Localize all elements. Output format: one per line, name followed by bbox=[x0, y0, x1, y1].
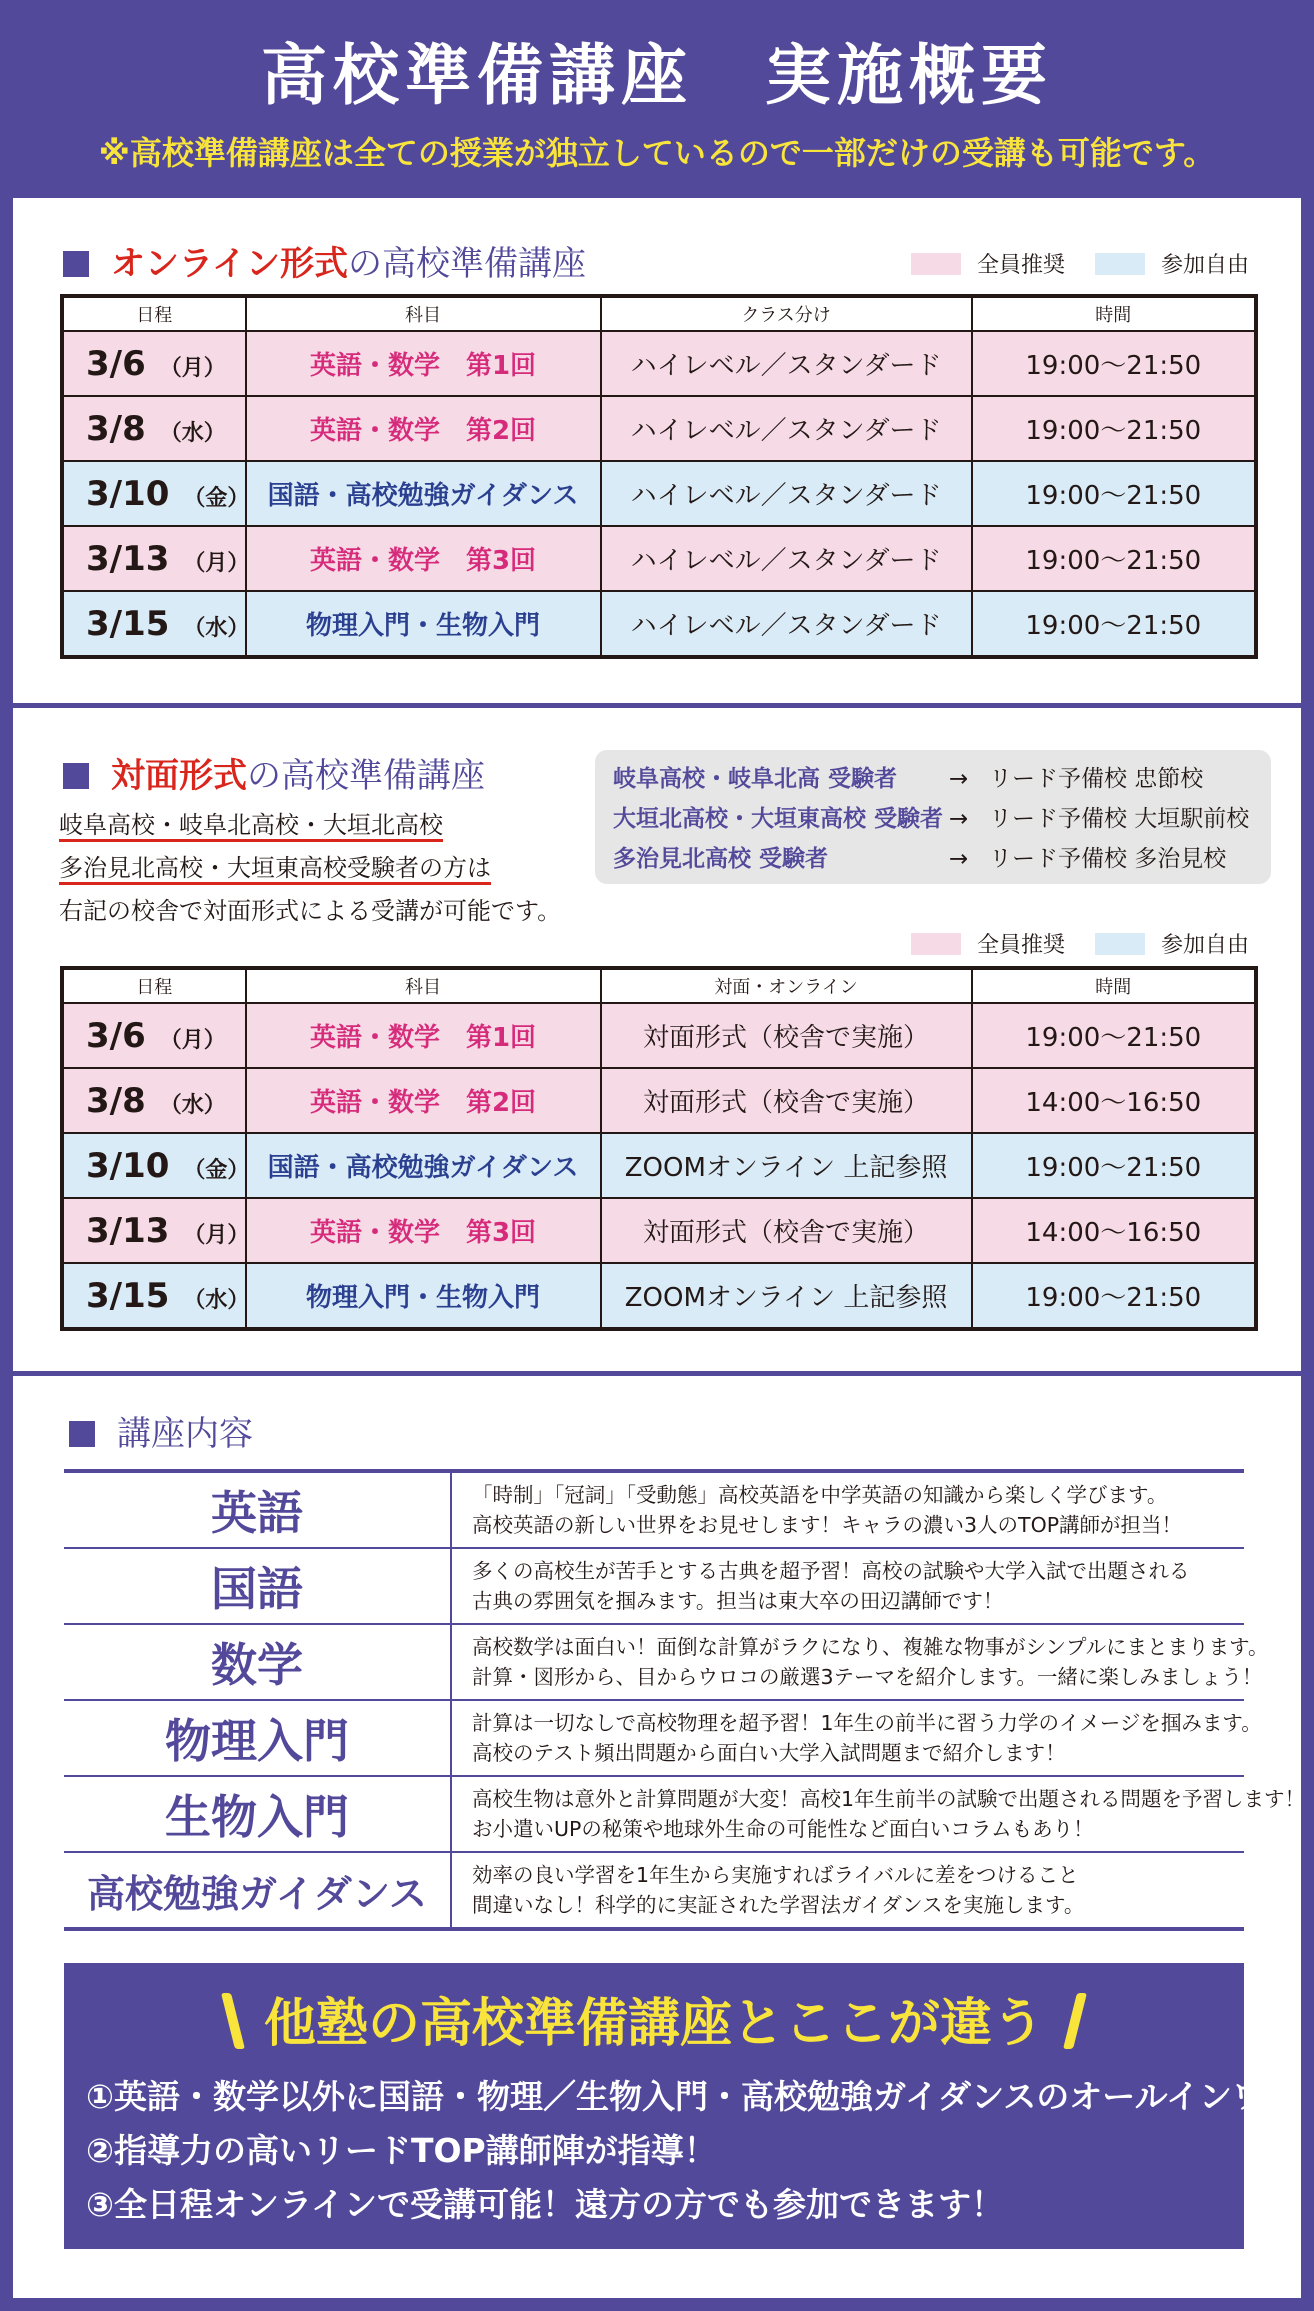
table-row: 3/13 （月） 英語・数学 第3回 対面形式（校舎で実施） 14:00〜16:50 bbox=[62, 1198, 1256, 1263]
face-section bbox=[13, 708, 1301, 1371]
face-section-title: 対面形式の高校準備講座 bbox=[63, 748, 485, 797]
table-row: 英語 「時制」「冠詞」「受動態」高校英語を中学英語の知識から楽しく学びます。 高校英語の新しい世界をお見せします！キャラの濃い3人のTOP講師が担当！ bbox=[64, 1471, 1244, 1548]
face-eligibility-text: 岐阜高校・岐阜北高校・大垣北高校 多治見北高校・大垣東高校受験者の方は 右記の校舎で対面形式による受講が可能です。 bbox=[59, 811, 562, 925]
difference-title: 他塾の高校準備講座とここが違う bbox=[64, 1981, 1244, 2056]
header-band bbox=[0, 0, 1314, 196]
online-legend: 全員推奨 参加自由 bbox=[911, 248, 1249, 279]
legend-blue-swatch bbox=[1095, 933, 1145, 955]
slash-decoration-icon bbox=[221, 1993, 245, 2049]
face-legend: 全員推奨 参加自由 bbox=[911, 928, 1249, 959]
table-row: 数学 高校数学は面白い！面倒な計算がラクになり、複雑な物事がシンプルにまとまります。 計算・図形から、目からウロコの厳選3テーマを紹介します。一緒に楽しみましょう！ bbox=[64, 1624, 1244, 1700]
table-row: 3/8 （水） 英語・数学 第2回 対面形式（校舎で実施） 14:00〜16:50 bbox=[62, 1068, 1256, 1133]
online-section-title: オンライン形式の高校準備講座 bbox=[63, 236, 586, 285]
difference-item: ①英語・数学以外に国語・物理／生物入門・高校勉強ガイダンスのオールインワン bbox=[86, 2077, 1298, 2116]
venue-box bbox=[595, 750, 1271, 884]
table-row: 国語 多くの高校生が苦手とする古典を超予習！高校の試験や大学入試で出題される 古典の雰囲気を掴みます。担当は東大卒の田辺講師です！ bbox=[64, 1548, 1244, 1624]
content-section-title: 講座内容 bbox=[69, 1406, 253, 1455]
legend-blue-swatch bbox=[1095, 253, 1145, 275]
table-header-row: 日程 科目 クラス分け 時間 bbox=[62, 296, 1256, 331]
legend-pink-swatch bbox=[911, 253, 961, 275]
face-schedule-table bbox=[60, 966, 1258, 1331]
table-row: 3/10 （金） 国語・高校勉強ガイダンス ZOOMオンライン 上記参照 19:00〜21:50 bbox=[62, 1133, 1256, 1198]
table-row: 物理入門 計算は一切なしで高校物理を超予習！1年生の前半に習う力学のイメージを掴みます。 高校のテスト頻出問題から面白い大学入試問題まで紹介します！ bbox=[64, 1700, 1244, 1776]
arrow-right-icon: → bbox=[949, 806, 969, 832]
arrow-right-icon: → bbox=[949, 846, 969, 872]
difference-box bbox=[64, 1963, 1298, 2249]
table-row: 3/15 （水） 物理入門・生物入門 ハイレベル／スタンダード 19:00〜21:50 bbox=[62, 591, 1256, 657]
content-section bbox=[13, 1376, 1306, 2298]
table-row: 3/13 （月） 英語・数学 第3回 ハイレベル／スタンダード 19:00〜21:50 bbox=[62, 526, 1256, 591]
table-row: 生物入門 高校生物は意外と計算問題が大変！高校1年生前半の試験で出題される問題を予習します！ お小遣いUPの秘策や地球外生命の可能性など面白いコラムもあり！ bbox=[64, 1776, 1244, 1852]
table-row: 3/15 （水） 物理入門・生物入門 ZOOMオンライン 上記参照 19:00〜21:50 bbox=[62, 1263, 1256, 1329]
course-content-table bbox=[64, 1469, 1306, 1931]
difference-item: ②指導力の高いリードTOP講師陣が指導！ bbox=[86, 2131, 717, 2170]
table-row: 3/10 （金） 国語・高校勉強ガイダンス ハイレベル／スタンダード 19:00〜21:50 bbox=[62, 461, 1256, 526]
table-row: 3/6 （月） 英語・数学 第1回 ハイレベル／スタンダード 19:00〜21:50 bbox=[62, 331, 1256, 396]
online-section bbox=[13, 198, 1301, 703]
square-bullet-icon bbox=[69, 1421, 95, 1447]
table-header-row: 日程 科目 対面・オンライン 時間 bbox=[62, 968, 1256, 1003]
table-row: 3/8 （水） 英語・数学 第2回 ハイレベル／スタンダード 19:00〜21:50 bbox=[62, 396, 1256, 461]
square-bullet-icon bbox=[63, 251, 89, 277]
venue-row: 大垣北高校・大垣東高校 受験者 → リード予備校 大垣駅前校 bbox=[613, 806, 1250, 832]
table-row: 高校勉強ガイダンス 効率の良い学習を1年生から実施すればライバルに差をつけること 間違いなし！科学的に実証された学習法ガイダンスを実施します。 bbox=[64, 1852, 1244, 1929]
difference-item: ③全日程オンラインで受講可能！遠方の方でも参加できます！ bbox=[86, 2185, 1004, 2224]
slash-decoration-icon bbox=[1063, 1993, 1087, 2049]
table-row: 3/6 （月） 英語・数学 第1回 対面形式（校舎で実施） 19:00〜21:50 bbox=[62, 1003, 1256, 1068]
venue-row: 岐阜高校・岐阜北高 受験者 → リード予備校 忠節校 bbox=[613, 766, 1204, 792]
legend-pink-swatch bbox=[911, 933, 961, 955]
square-bullet-icon bbox=[63, 763, 89, 789]
arrow-right-icon: → bbox=[949, 766, 969, 792]
page-title: 高校準備講座 実施概要 bbox=[261, 37, 1053, 114]
online-schedule-table bbox=[60, 294, 1258, 659]
venue-row: 多治見北高校 受験者 → リード予備校 多治見校 bbox=[613, 846, 1227, 872]
header-note: ※高校準備講座は全ての授業が独立しているので一部だけの受講も可能です。 bbox=[98, 134, 1216, 172]
